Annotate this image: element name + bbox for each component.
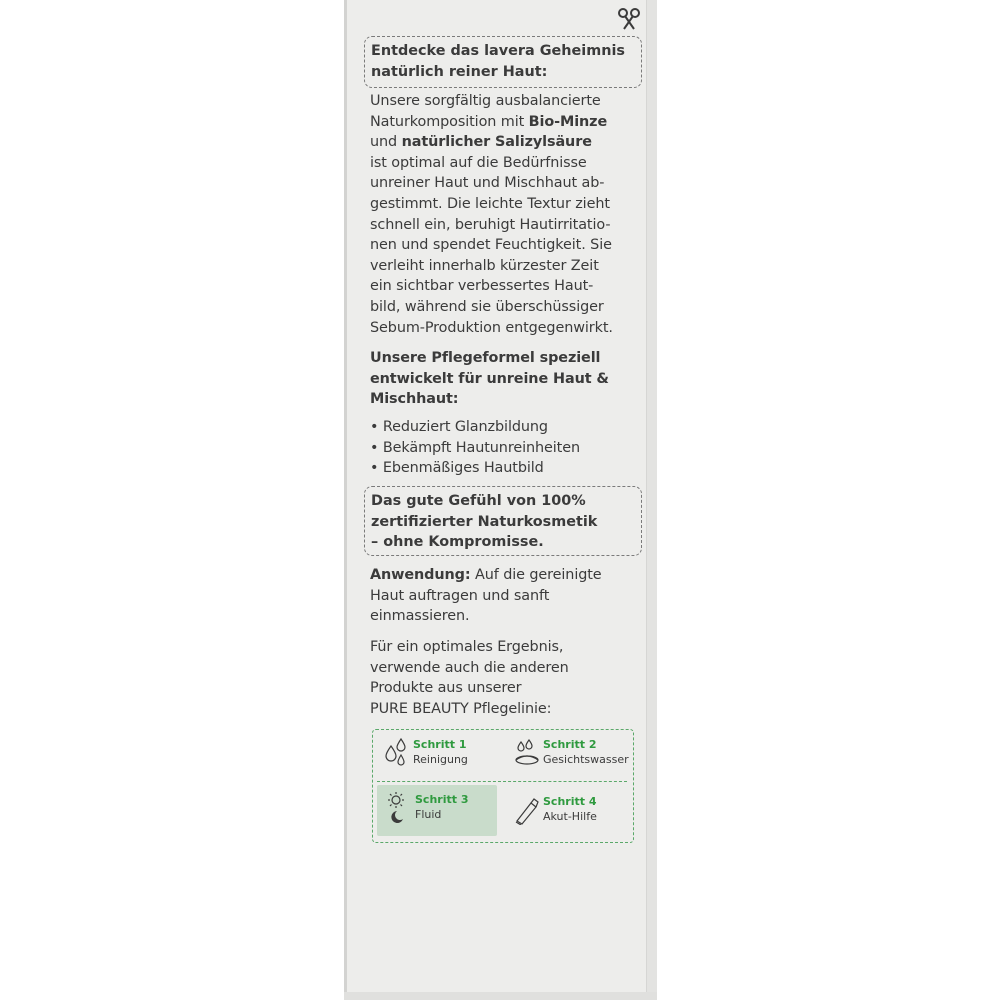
body-line: Sebum-Produktion entgegenwirkt.	[370, 319, 613, 336]
pad-drops-icon	[513, 736, 539, 768]
body-line-2	[370, 112, 613, 133]
body-line: unreiner Haut und Mischhaut ab-	[370, 175, 605, 192]
step-1-cell	[375, 730, 495, 780]
care-steps-grid	[372, 729, 634, 843]
natural-box-line: Das gute Gefühl von 100%	[371, 493, 586, 509]
natural-cosmetics-box	[364, 486, 642, 556]
step-2-label: Schritt 2	[543, 738, 597, 751]
usage-instructions	[370, 565, 602, 627]
step-4-label: Schritt 4	[543, 795, 597, 808]
step-1-label: Schritt 1	[413, 738, 467, 751]
recommendation-line: verwende auch die anderen	[370, 659, 569, 676]
body-line: ist optimal auf die Bedürfnisse	[370, 154, 587, 171]
recommendation-line: Für ein optimales Ergebnis,	[370, 639, 564, 655]
tube-icon	[513, 793, 539, 825]
bio-minze-highlight: Bio-Minze	[528, 113, 608, 130]
natural-box-line: zertifizierter Naturkosmetik	[371, 513, 598, 530]
list-item: • Ebenmäßiges Hautbild	[370, 460, 544, 477]
sun-moon-icon	[385, 791, 411, 823]
package-panel	[344, 0, 657, 1000]
step-2-cell	[505, 730, 629, 780]
list-item: • Bekämpft Hautunreinheiten	[370, 439, 580, 456]
usage-line-1-text: Auf die gereinigte	[470, 567, 602, 583]
recommendation-line: PURE BEAUTY Pflegelinie:	[370, 700, 552, 717]
formula-heading-line: Mischhaut:	[370, 391, 459, 408]
step-3-cell	[377, 785, 497, 836]
body-line-3	[370, 132, 613, 153]
usage-line: einmassieren.	[370, 608, 470, 625]
body-line: schnell ein, beruhigt Hautirritatio-	[370, 216, 611, 233]
body-line-2-text: Naturkomposition mit	[370, 113, 529, 130]
intro-heading-box	[364, 36, 642, 88]
natural-box-line: – ohne Kompromisse.	[371, 534, 544, 551]
formula-heading-line: Unsere Pflegeformel speziell	[370, 350, 601, 366]
step-3-label: Schritt 3	[415, 793, 469, 806]
body-paragraph	[370, 91, 613, 338]
benefit-list	[370, 417, 580, 479]
recommendation-line: Produkte aus unserer	[370, 680, 522, 697]
body-line: gestimmt. Die leichte Textur zieht	[370, 195, 610, 212]
usage-line-1	[370, 565, 602, 586]
list-item: • Reduziert Glanzbildung	[370, 419, 548, 435]
formula-heading-line: entwickelt für unreine Haut &	[370, 370, 609, 387]
salizylsaeure-highlight: natürlicher Salizylsäure	[401, 134, 592, 151]
formula-heading	[370, 348, 609, 410]
step-2-name: Gesichtswasser	[543, 753, 629, 766]
body-line: verleiht innerhalb kürzester Zeit	[370, 257, 599, 274]
usage-line: Haut auftragen und sanft	[370, 587, 550, 604]
intro-heading-line-1: Entdecke das lavera Geheimnis	[371, 43, 625, 59]
panel-left-edge	[344, 0, 347, 1000]
steps-divider	[377, 781, 627, 782]
body-line: bild, während sie überschüssiger	[370, 298, 604, 315]
step-1-name: Reinigung	[413, 753, 468, 766]
drops-icon	[383, 736, 409, 768]
body-line-3-text: und	[370, 134, 402, 151]
step-4-name: Akut-Hilfe	[543, 810, 597, 823]
recommendation-text	[370, 637, 569, 719]
body-line: nen und spendet Feuchtigkeit. Sie	[370, 237, 612, 254]
step-3-name: Fluid	[415, 808, 442, 821]
body-line: ein sichtbar verbessertes Haut-	[370, 278, 594, 295]
panel-right-edge	[646, 0, 657, 1000]
step-4-cell	[505, 787, 625, 837]
body-line-1: Unsere sorgfältig ausbalancierte	[370, 93, 601, 109]
scissors-icon	[614, 4, 644, 34]
panel-bottom-edge	[344, 992, 657, 1000]
usage-label: Anwendung:	[370, 567, 471, 583]
intro-heading-line-2: natürlich reiner Haut:	[371, 63, 548, 80]
